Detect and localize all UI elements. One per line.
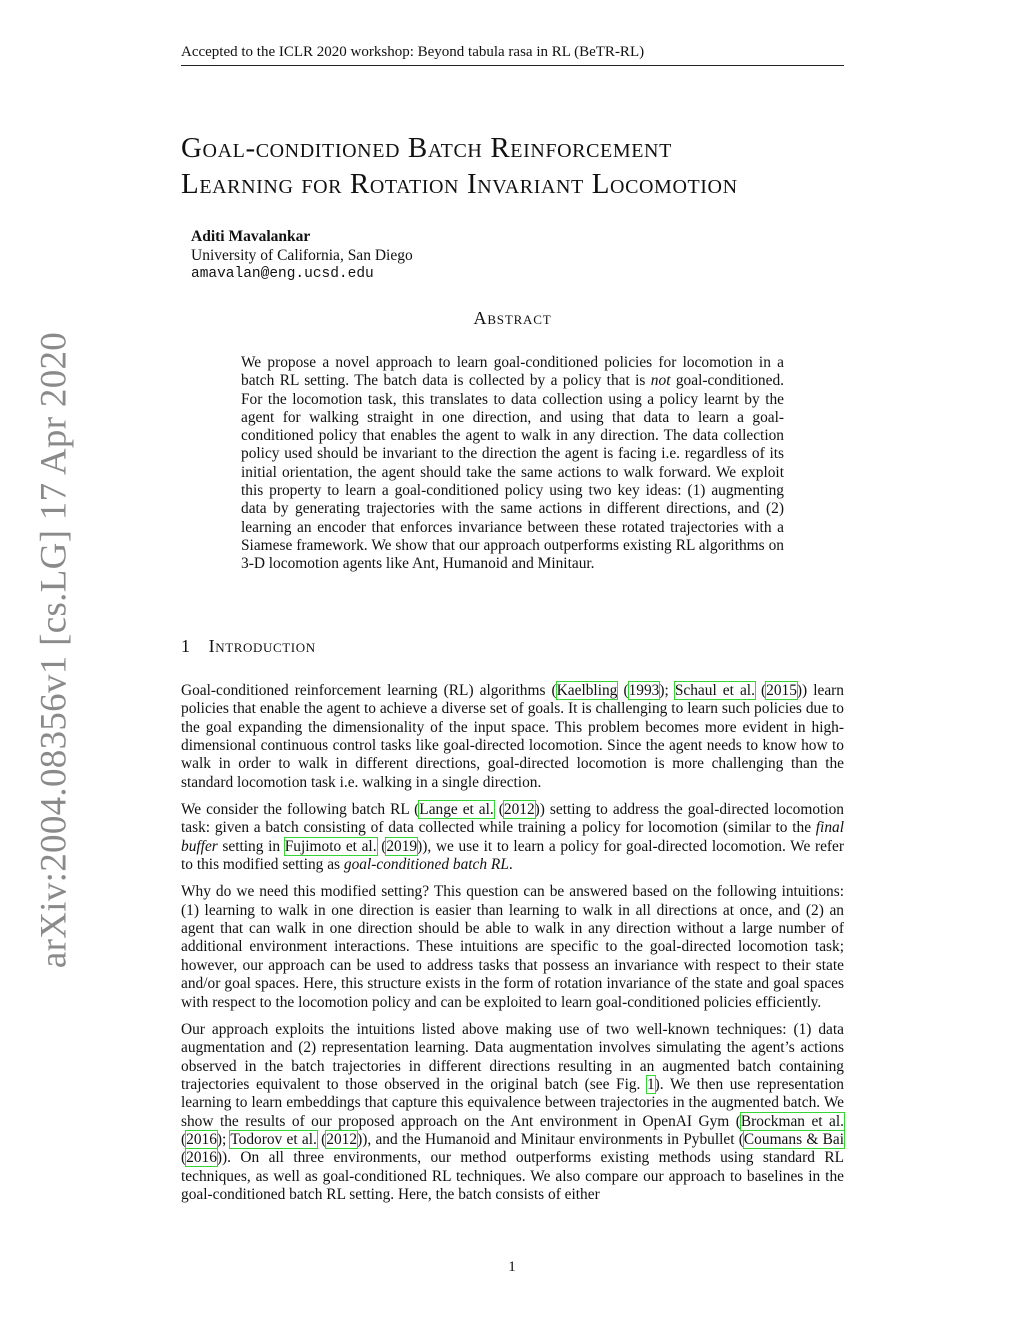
text-run: )) setting to address the goal-directed locomotion task: given a batch consisting of data collected while training a policy for locomotion (similar to the (181, 801, 844, 837)
citation-link[interactable]: 2015 (766, 682, 797, 699)
text-run: ( (181, 1130, 187, 1148)
citation-link[interactable]: 1993 (628, 682, 660, 699)
paragraph-4 (181, 1021, 844, 1204)
author-block (191, 228, 413, 284)
figure-reference-link[interactable]: 1 (646, 1075, 655, 1093)
paragraph-1 (181, 682, 844, 792)
emphasis: final buffer (181, 819, 844, 855)
citation-link[interactable]: Lange et al. (419, 801, 494, 819)
title-line-2: Learning for Rotation Invariant Locomotion (181, 168, 738, 200)
text-run: ). We then use representation learning to learn embeddings that capture this equivalence between trajectories in the augmented batch. We show the results of our proposed approach on the Ant environment in OpenAI Gym ( (181, 1075, 844, 1130)
section-title: Introduction (208, 636, 316, 656)
text-run: )). On all three environments, our method outperforms existing methods using standard RL techniques, as well as goal-conditioned RL techniques. We also compare our approach to baselines in the goal-conditioned batch RL setting. Here, the batch consists of either (181, 1149, 844, 1203)
abstract-text-part: We propose a novel approach to learn goal-conditioned policies for locomotion in a batch RL setting. The batch data is collected by a policy that is (241, 354, 784, 390)
section-number: 1 (181, 636, 191, 656)
text-run: ( (181, 1149, 187, 1167)
title-line-1: Goal-conditioned Batch Reinforcement (181, 132, 672, 164)
text-run: ); (659, 682, 675, 699)
citation-link[interactable]: Brockman et al. (740, 1112, 844, 1130)
author-email[interactable]: amavalan@eng.ucsd.edu (191, 266, 374, 282)
text-run: We consider the following batch RL ( (181, 801, 420, 819)
text-run: setting in (217, 837, 285, 855)
text-run: ( (316, 1130, 327, 1148)
author-affiliation: University of California, San Diego (191, 246, 413, 264)
citation-link[interactable]: 2012 (326, 1130, 358, 1148)
citation-link[interactable]: 2019 (386, 837, 418, 855)
abstract-text-part: goal-conditioned. For the locomotion task, this translates to data collection using a policy learnt by the agent for walking straight in one direction, and using that data to learn a goal-conditioned policy that enables the agent to walk in any direction. The data collection policy used should be invariant to the direction the agent is facing i.e. regardless of its initial orientation, the agent should take the same actions to walk forward. We exploit this property to learn a goal-conditioned policy using two key ideas: (1) augmenting data by generating trajectories with the same actions in different directions, and (2) learning an encoder that enforces invariance between these rotated trajectories with a Siamese framework. We show that our approach outperforms existing RL algorithms on 3-D locomotion agents like Ant, Humanoid and Minitaur. (241, 372, 784, 573)
text-run: ( (617, 682, 629, 699)
abstract-emphasis: not (650, 372, 671, 390)
paragraph-3: Why do we need this modified setting? This question can be answered based on the following intuitions: (1) learning to walk in one direction is easier than learning to walk in all directions at once, and (2) an agent that can walk in one direction should be able to walk in any direction without a large number of additional environment interactions. These intuitions are specific to the goal-directed locomotion task; however, our approach can be used to address tasks that possess an invariance with respect to their state and/or goal spaces. Here, this structure exists in the form of rotation invariance of the state and goal spaces with respect to the locomotion policy and can be exploited to learn goal-conditioned policies efficiently. (181, 883, 844, 1011)
citation-link[interactable]: Coumans & Bai (743, 1130, 844, 1148)
page-number: 1 (508, 1259, 516, 1275)
text-run: Goal-conditioned reinforcement learning (RL) algorithms ( (181, 682, 557, 699)
paragraph-2 (181, 801, 844, 874)
running-header: Accepted to the ICLR 2020 workshop: Beyond tabula rasa in RL (BeTR-RL) (181, 44, 844, 66)
author-name: Aditi Mavalankar (191, 228, 311, 245)
citation-link[interactable]: 2012 (503, 801, 535, 819)
abstract-text (241, 354, 784, 574)
text-run: Our approach exploits the intuitions listed above making use of two well-known techniques: (1) data augmentation and (2) representation learning. Data augmentation involves simulating the agent’s actions observed in the batch trajectories in different directions resulting in an augmented batch containing trajectories equivalent to those observed in the original batch (see Fig. (181, 1020, 844, 1093)
abstract-heading: Abstract (473, 308, 552, 328)
text-run: )) learn policies that enable the agent to achieve a diverse set of goals. It is challenging to learn such policies due to the goal expanding the dimensionality of the input space. This problem becomes more evident in high-dimensional continuous control tasks like goal-directed locomotion. Since the agent needs to know how to walk in order to walk in different directions, goal-directed locomotion is more challenging than the standard locomotion task i.e. walking in a single direction. (181, 682, 845, 791)
citation-link[interactable]: Kaelbling (556, 682, 618, 699)
citation-link[interactable]: Fujimoto et al. (284, 837, 377, 855)
citation-link[interactable]: Todorov et al. (230, 1130, 317, 1148)
paper-title (181, 130, 861, 202)
arxiv-identifier: arXiv:2004.08356v1 [cs.LG] 17 Apr 2020 (33, 331, 75, 969)
citation-link[interactable]: Schaul et al. (674, 682, 755, 699)
emphasis: goal-conditioned batch RL (343, 856, 509, 874)
text-run: )), and the Humanoid and Minitaur environments in Pybullet ( (357, 1130, 744, 1148)
section-heading-introduction (181, 636, 316, 657)
text-run: ); (216, 1130, 231, 1148)
text-run: ( (493, 801, 504, 819)
text-run: ( (376, 837, 387, 855)
text-run: )), we use it to learn a policy for goal-directed locomotion. We refer to this modified setting as (181, 837, 844, 874)
text-run: . (508, 856, 513, 874)
citation-link[interactable]: 2016 (186, 1130, 217, 1148)
text-run: ( (754, 682, 767, 699)
citation-link[interactable]: 2016 (186, 1149, 217, 1167)
introduction-body (181, 682, 844, 1213)
